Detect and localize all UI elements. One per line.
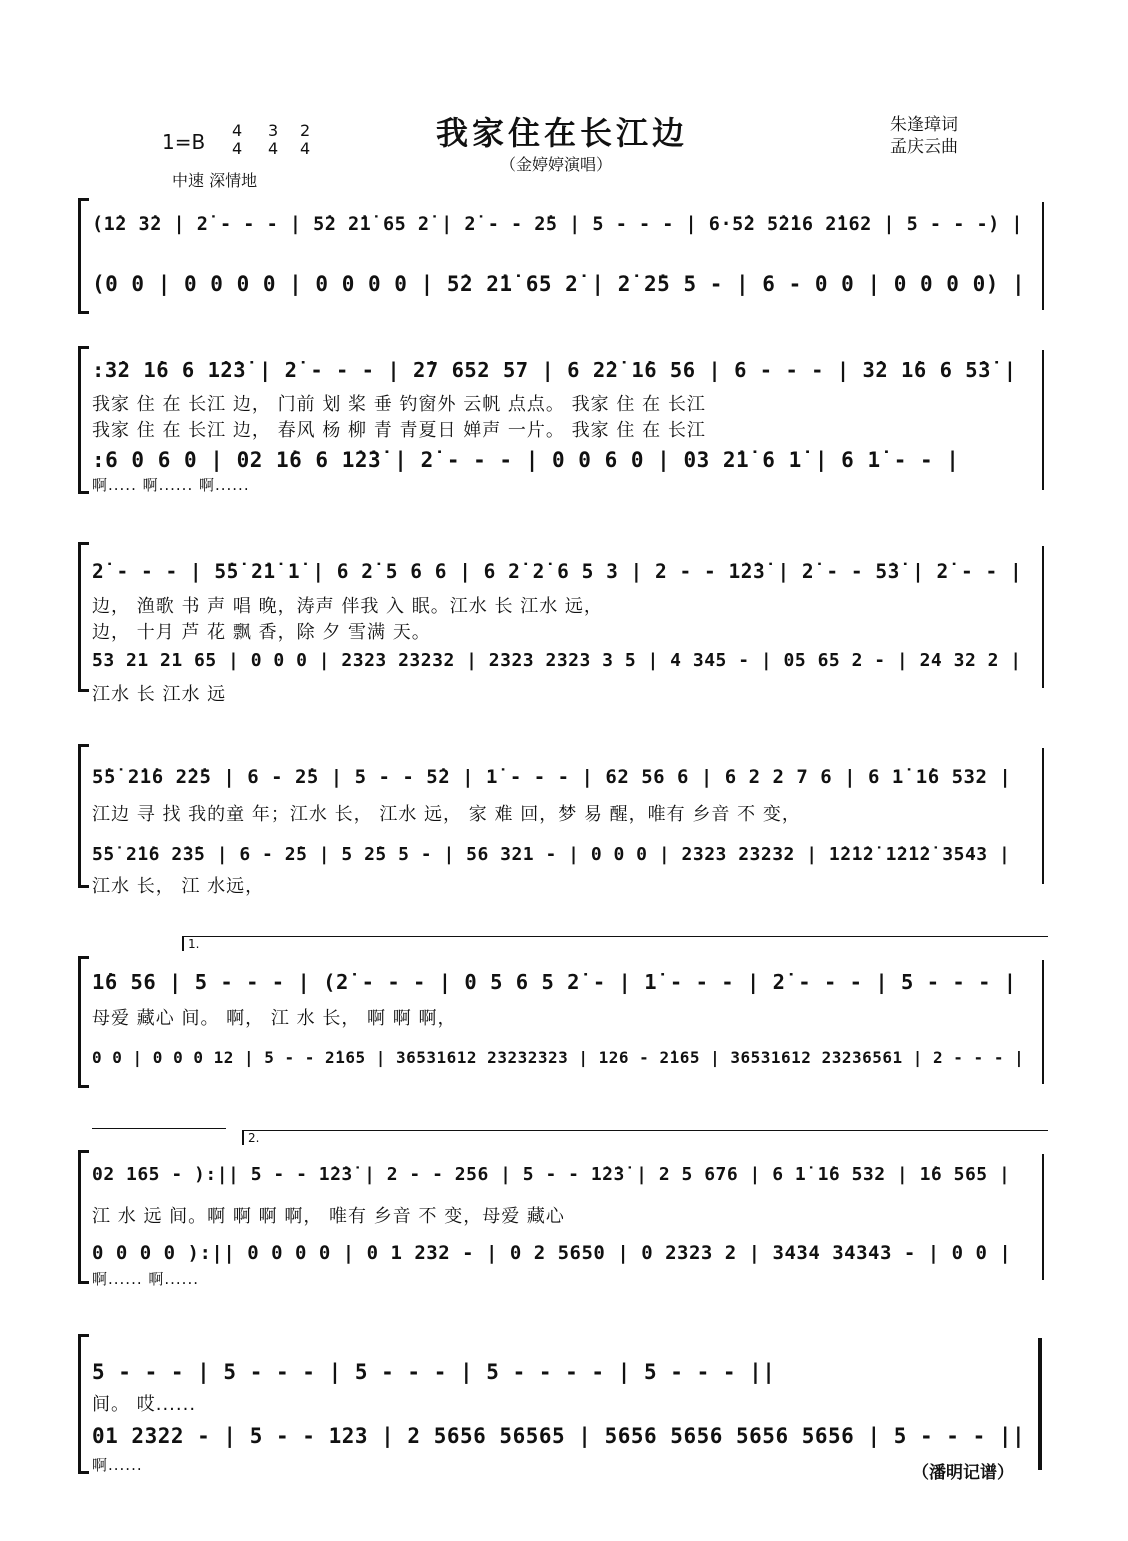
barline bbox=[1042, 748, 1044, 884]
system-bracket bbox=[78, 744, 89, 888]
melody-line: 2̇ - - - | 5̇5̇ 2̇1̇ 1̇ | 6 2̇ 5 6 6 | 6 2̇ 2̇ 6 5 3 | 2 - - 1̇2̇3̇ | 2̇ - - 5̇3̇ | 2̇ - - | bbox=[92, 560, 1023, 583]
accompaniment-line: 0 0 | 0 0 0 12 | 5 - - 2̇165 | 36531612 23232323 | 126 - 2̇165 | 36531612 23236561 | 2 - - - | bbox=[92, 1048, 1025, 1067]
time-signature-2: 3 4 bbox=[268, 121, 279, 158]
melody-line: (1̇2 3̇2 | 2̇ - - - | 5̇2 2̇1̇ 65 2̇ | 2̇ - - 2̇5 | 5 - - - | 6·5̇2 5̇2̇16 2̇162 | 5 - - -) | bbox=[92, 214, 1024, 235]
lyric-line: 江 水 远 间。啊 啊 啊 啊， 唯有 乡音 不 变，母爱 藏心 bbox=[92, 1206, 565, 1227]
system-bracket bbox=[78, 956, 89, 1088]
barline bbox=[1042, 960, 1044, 1084]
system-bracket bbox=[78, 1334, 89, 1474]
lyric-line: 母爱 藏心 间。 啊， 江 水 长， 啊 啊 啊， bbox=[92, 1008, 457, 1029]
accompaniment-line: 53 21 21 65 | 0 0 0 | 2323 23232 | 2323 2323 3 5 | 4 345 - | 05 65 2 - | 24 32 2 | bbox=[92, 650, 1022, 671]
lyric-line: 间。 哎...... bbox=[92, 1394, 197, 1415]
system-bracket bbox=[78, 1150, 89, 1284]
performer-note: （金婷婷演唱） bbox=[500, 155, 613, 174]
score-system-5 bbox=[78, 956, 1044, 1088]
accompaniment-lyric: 江水 长 江水 远 bbox=[92, 684, 227, 705]
barline bbox=[1042, 350, 1044, 490]
score-system-7 bbox=[78, 1334, 1044, 1474]
lyric-verse-2: 边， 十月 芦 花 飘 香，除 夕 雪满 天。 bbox=[92, 622, 431, 643]
melody-line: 1̇6 56 | 5 - - - | (2̇ - - - | 0 5 6 5 2̇ - | 1̇ - - - | 2̇ - - - | 5 - - - | bbox=[92, 970, 1017, 994]
final-barline bbox=[1038, 1338, 1042, 1470]
accompaniment-lyric: 江水 长， 江 水远， bbox=[92, 876, 265, 897]
lyric-line: 江边 寻 找 我的童 年；江水 长， 江水 远， 家 难 回，梦 易 醒，唯有 乡音 不 变， bbox=[92, 804, 801, 825]
song-title: 我家住在长江边 bbox=[436, 114, 689, 152]
lyric-verse-1: 我家 住 在 长江 边， 门前 划 桨 垂 钓窗外 云帆 点点。 我家 住 在 长江 bbox=[92, 394, 706, 415]
barline bbox=[1042, 1154, 1044, 1280]
barline bbox=[1042, 546, 1044, 688]
accompaniment-line: 01 2322 - | 5 - - 123 | 2 5656 56565 | 5656 5656 5656 5656 | 5 - - - || bbox=[92, 1424, 1026, 1448]
accompaniment-lyric: 啊...... bbox=[92, 1456, 143, 1474]
accompaniment-lyric: 啊...... 啊...... bbox=[92, 1270, 199, 1288]
accompaniment-line: :6 0 6 0 | 02 1̇6 6 1̇2̇3̇ | 2̇ - - - | 0 0 6 0 | 03 2̇1̇ 6 1̇ | 6 1̇ - - | bbox=[92, 448, 960, 472]
barline bbox=[1042, 202, 1044, 310]
melody-line: 5 - - - | 5 - - - | 5 - - - | 5 - - - - | 5 - - - || bbox=[92, 1360, 776, 1384]
melody-line: 02 165 - ):|| 5 - - 1̇2̇3̇ | 2 - - 256 | 5 - - 1̇2̇3̇ | 2 5 676 | 6 1̇ 1̇6 532 | 1̇6 565 | bbox=[92, 1164, 1011, 1185]
tempo-marking: 中速 深情地 bbox=[172, 171, 258, 190]
system-bracket bbox=[78, 346, 89, 494]
accompaniment-line: (0 0 | 0 0 0 0 | 0 0 0 0 | 5̇2 2̇1̇ 65 2̇ | 2̇ 2̇5 5 - | 6 - 0 0 | 0 0 0 0) | bbox=[92, 272, 1026, 296]
time-signature-1: 4 4 bbox=[232, 121, 243, 158]
melody-line: :3̇2 1̇6 6 1̇2̇3̇ | 2̇ - - - | 2̇7 652 57 | 6 2̇2̇ 1̇6 56 | 6 - - - | 3̇2 1̇6 6 5̇3̇ | bbox=[92, 358, 1017, 382]
accompaniment-line: 0 0 0 0 ):|| 0 0 0 0 | 0 1 232 - | 0 2 5650 | 0 2323 2 | 3434 34343 - | 0 0 | bbox=[92, 1242, 1012, 1264]
lyric-verse-1: 边， 渔歌 书 声 唱 晚，涛声 伴我 入 眠。江水 长 江水 远， bbox=[92, 596, 603, 617]
lyric-verse-2: 我家 住 在 长江 边， 春风 杨 柳 青 青夏日 婵声 一片。 我家 住 在 长江 bbox=[92, 420, 706, 441]
lyricist-credit: 朱逢璋词 bbox=[890, 115, 958, 135]
transcriber-credit: （潘明记谱） bbox=[912, 1463, 1014, 1483]
melody-line: 5̇5̇ 2̇1̇6 2̇2̇5 | 6 - 2̇5 | 5 - - 5̇2 | 1̇ - - - | 62 56 6 | 6 2 2 7 6 | 6 1̇ 1̇6 532 | bbox=[92, 766, 1012, 788]
score-system-3 bbox=[78, 542, 1044, 705]
score-system-4 bbox=[78, 744, 1044, 897]
system-bracket bbox=[78, 542, 89, 692]
time-signature-3: 2 4 bbox=[300, 121, 311, 158]
score-system-6 bbox=[78, 1150, 1044, 1288]
volta-second-ending-left bbox=[92, 1128, 226, 1143]
key-signature: 1=B bbox=[162, 130, 206, 154]
composer-credit: 孟庆云曲 bbox=[890, 137, 958, 157]
volta-second-ending: 2. bbox=[242, 1130, 1048, 1145]
volta-first-ending: 1. bbox=[182, 936, 1048, 951]
accompaniment-line: 5̇5̇ 2̇1̇6 2̇3̇5 | 6 - 2̇5 | 5 2̇5 5 - | 56 321 - | 0 0 0 | 2323 23232 | 1̇2̇1̇2̇ 1̇2̇1̇2̇ 3543 | bbox=[92, 844, 1011, 865]
score-system-2 bbox=[78, 346, 1044, 494]
score-system-1 bbox=[78, 198, 1044, 314]
accompaniment-lyric: 啊..... 啊...... 啊...... bbox=[92, 476, 250, 494]
system-bracket bbox=[78, 198, 89, 314]
